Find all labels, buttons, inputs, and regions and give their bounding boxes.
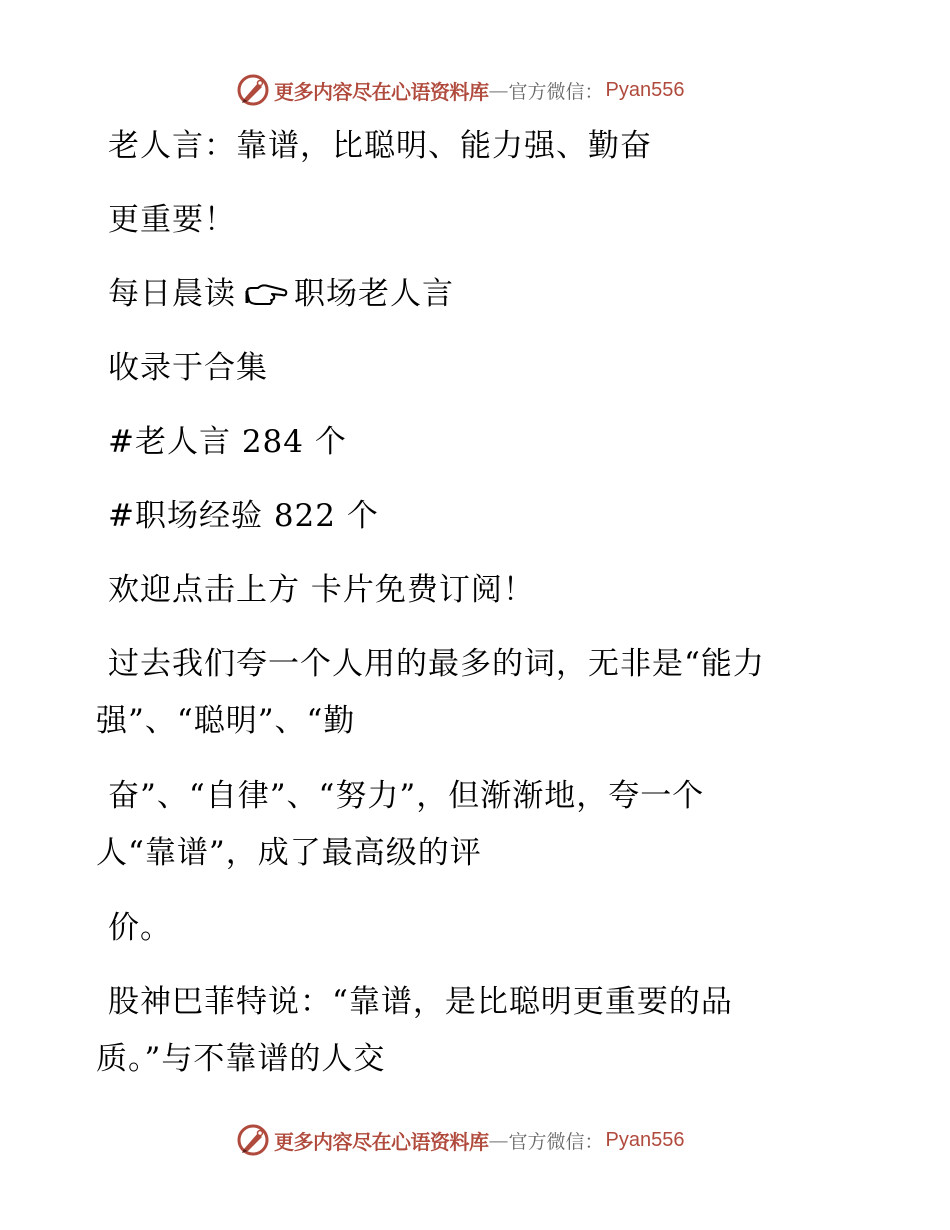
- banner-wechat-id: Pyan556: [605, 1128, 685, 1151]
- column-line: [108, 276, 454, 312]
- collection-label: 收录于合集: [108, 350, 268, 386]
- tag-zhichang-jingyan[interactable]: #职场经验 822 个: [108, 498, 379, 534]
- article-title-line-2: 更重要！: [108, 202, 236, 238]
- pen-logo-icon: [236, 73, 270, 107]
- banner-wechat-id: Pyan556: [605, 78, 685, 101]
- banner-contact-label: 官方微信：: [508, 80, 604, 103]
- column-prefix: 每日晨读: [108, 276, 236, 312]
- paragraph-1-line-2: 强”、“聪明”、“勤: [96, 703, 356, 739]
- paragraph-4-line-2: 质。”与不靠谱的人交: [96, 1041, 386, 1077]
- banner-brand-text: 更多内容尽在心语资料库: [274, 79, 489, 104]
- banner-contact-label: 官方微信：: [508, 1130, 604, 1153]
- paragraph-1-line-1: 过去我们夸一个人用的最多的词，无非是“能力: [108, 646, 765, 682]
- tag-laorenyan[interactable]: #老人言 284 个: [108, 424, 347, 460]
- header-banner: [236, 72, 684, 108]
- paragraph-2-line-1: 奋”、“自律”、“努力”，但渐渐地，夸一个: [108, 778, 705, 814]
- banner-separator: —: [488, 1128, 509, 1152]
- footer-banner: [236, 1122, 684, 1158]
- banner-separator: —: [488, 78, 509, 102]
- column-name: 职场老人言: [294, 276, 454, 312]
- pointing-hand-icon: [244, 282, 288, 308]
- paragraph-3-line-1: 价。: [108, 910, 172, 946]
- subscribe-prompt: 欢迎点击上方 卡片免费订阅！: [108, 572, 535, 608]
- banner-brand-text: 更多内容尽在心语资料库: [274, 1129, 489, 1154]
- paragraph-2-line-2: 人“靠谱”，成了最高级的评: [96, 835, 482, 871]
- article-title-line-1: 老人言：靠谱，比聪明、能力强、勤奋: [108, 128, 652, 164]
- pen-logo-icon: [236, 1123, 270, 1157]
- paragraph-4-line-1: 股神巴菲特说：“靠谱，是比聪明更重要的品: [108, 984, 733, 1020]
